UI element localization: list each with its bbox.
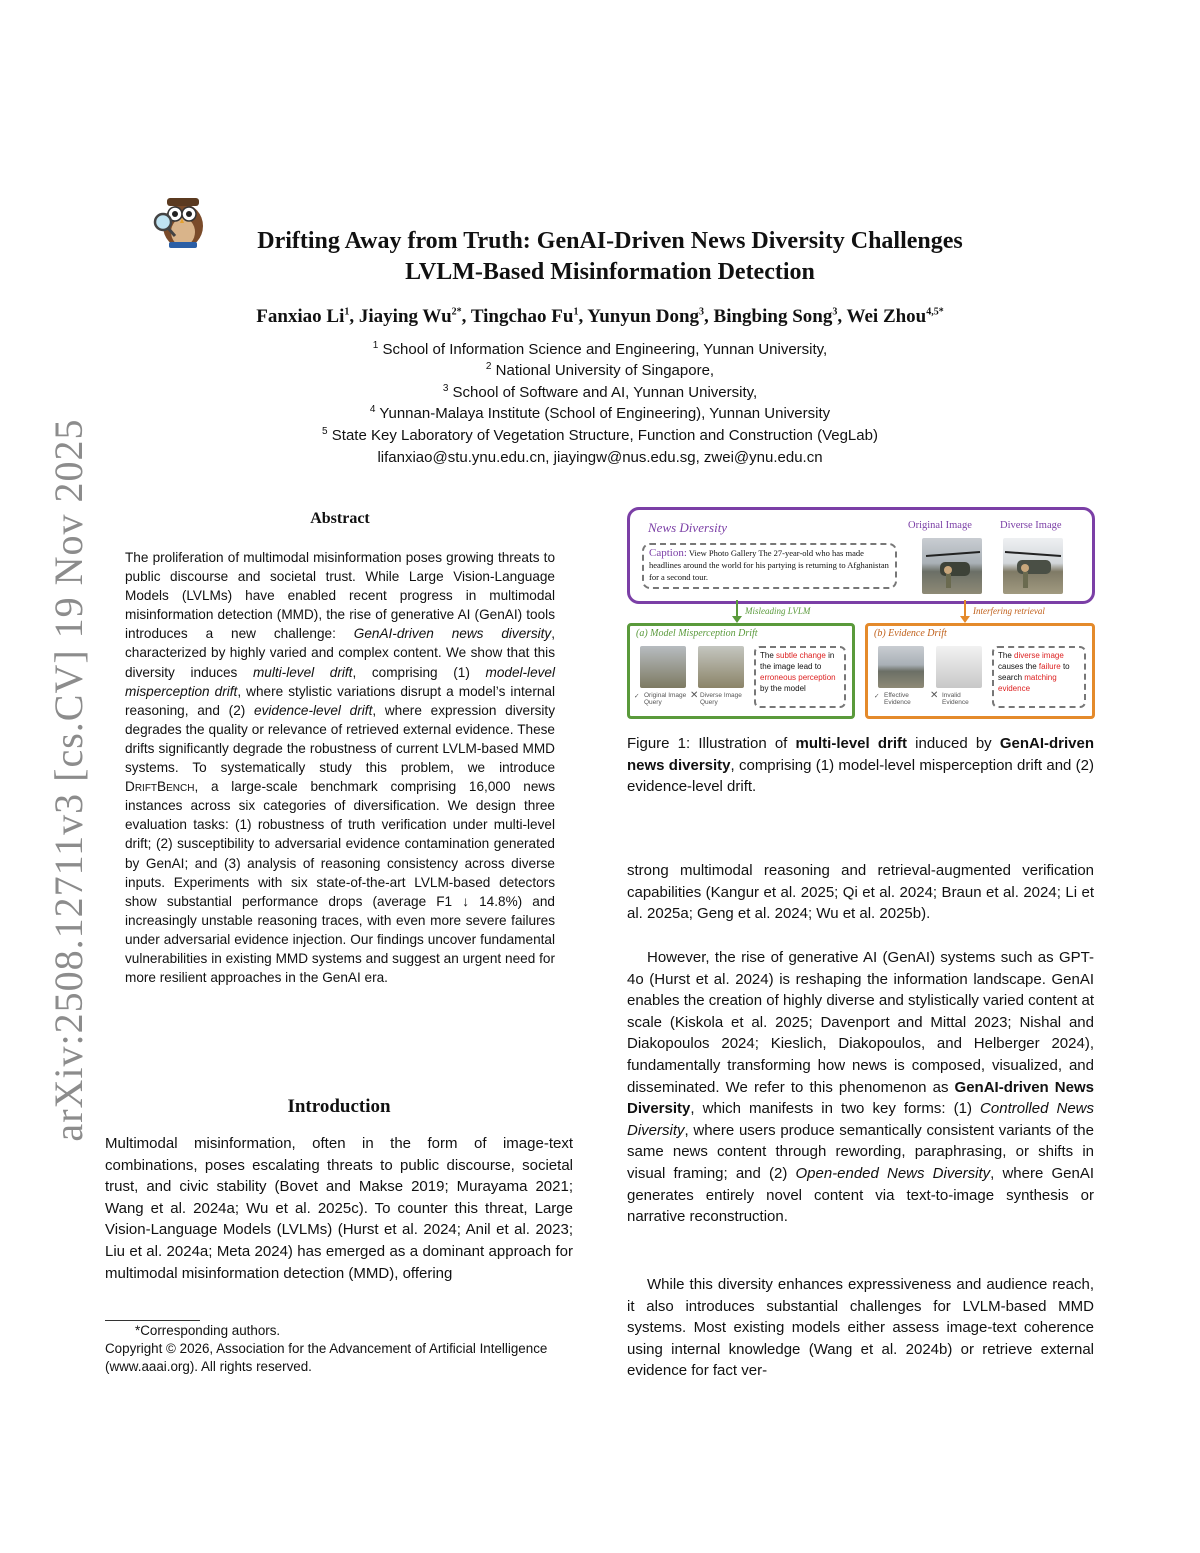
tag-original-query: Original Image Query: [644, 692, 687, 706]
drift-b-note: [992, 646, 1086, 708]
drift-a-title: (a) Model Misperception Drift: [636, 628, 758, 639]
author-name: Bingbing Song: [713, 306, 833, 327]
title-line-2: LVLM-Based Misinformation Detection: [405, 259, 815, 285]
effective-evidence-image: [878, 646, 924, 688]
right-paragraph-2: [627, 947, 1094, 1228]
footnote-corresponding: *Corresponding authors.: [135, 1323, 281, 1338]
check-icon: ✓: [634, 693, 640, 700]
para-emph: Open-ended News Diversity: [795, 1164, 991, 1182]
cross-icon: ✕: [690, 690, 699, 701]
author-affiliation-sup: 1: [344, 306, 350, 318]
affiliation-sup: 2: [485, 361, 492, 372]
author-name: Yunyun Dong: [587, 306, 700, 327]
author-list: Fanxiao Li$^1$, Jiaying $Wu^{2*}$, Tingchao Fu$^1$, Yunyun Dong$^3$, Bingbing Song$^3$, Wei Zhou$^{4,5*}$: [256, 306, 944, 327]
diverse-image-label: Diverse Image: [1000, 520, 1062, 531]
abstract-emph: model-level misperception drift: [125, 664, 556, 699]
note-text: in the image lead to: [760, 651, 835, 671]
abstract-text: The proliferation of multimodal misinformation poses growing threats to public discourse and societal trust. While Large Vision-Language Models (LVLMs) have enabled recent progress in multimodal misinformation detection (MMD), the rise of generative AI (GenAI) tools introduces a new challenge:: [125, 550, 555, 642]
para-text: , where GenAI generates entirely novel content via text-to-image synthesis or narrative reconstruction.: [627, 1164, 1094, 1226]
caption-text: View Photo Gallery The 27-year-old who has made headlines around the world for his partying is returning to Afghanistan for a second tour.: [649, 548, 889, 582]
introduction-body: Multimodal misinformation, often in the form of image-text combinations, poses escalating threats to public discourse, societal trust, and civic stability (Bovet and Makse 2019; Murayama 2021; Wang et al. 2024a; Wu et al. 2025c). To counter this threat, Large Vision-Language Models (LVLMs) (Hurst et al. 2024; Anil et al. 2023; Liu et al. 2024a; Meta 2024) has emerged as a dominant approach for multimodal misinformation detection (MMD), offering: [105, 1135, 573, 1282]
author-name: Jiaying Wu: [358, 306, 452, 327]
para-text: , which manifests in two key forms: (1): [690, 1100, 981, 1118]
benchmark-name: DriftBench: [125, 779, 195, 795]
affiliation-3: [100, 383, 1100, 401]
paper-title: [150, 226, 1070, 288]
author-affiliation-sup: 3: [699, 306, 705, 318]
note-text: The: [998, 651, 1015, 660]
abstract-text: , characterized by highly varied and complex content. We show that this diversity induces: [125, 626, 555, 680]
affiliation-sup: 5: [322, 426, 328, 437]
author-affiliation-sup: 4,5*: [926, 306, 944, 318]
note-highlight: erroneous perception: [760, 673, 836, 682]
soldier-original-image: [640, 646, 686, 688]
tag-diverse-query: Diverse Image Query: [700, 692, 742, 706]
caption-bold: multi-level drift: [795, 735, 907, 752]
title-line-1: Drifting Away from Truth: GenAI-Driven News Diversity Challenges: [257, 228, 963, 254]
introduction-heading: Introduction: [287, 1096, 391, 1117]
original-helicopter-image: [922, 538, 982, 594]
model-misperception-drift-box: [627, 623, 855, 719]
para-text: However, the rise of generative AI (GenAI) systems such as GPT-4o (Hurst et al. 2024) is reshaping the information landscape. GenAI enables the creation of highly diverse and stylistically varied content at scale (Kiskola et al. 2025; Davenport and Mittal 2023; Nishal and Diakopoulos 2024; Kieslich, Diakopoulos, and Helberger 2024), fundamentally transforming how news is composed, visualized, and disseminated. We refer to this phenomenon as: [627, 949, 1094, 1096]
abstract-text: , where stylistic variations disrupt a model’s internal reasoning, and (2): [125, 683, 556, 718]
note-text: causes the: [998, 662, 1039, 671]
affiliation-text: National University of Singapore,: [495, 362, 715, 379]
tag-invalid-evidence: Invalid Evidence: [942, 692, 969, 706]
footnote-copyright: Copyright © 2026, Association for the Advancement of Artificial Intelligence (www.aaai.org). All rights reserved.: [105, 1341, 548, 1374]
affiliation-4: [100, 404, 1100, 422]
note-text: to search: [998, 662, 1070, 682]
interfering-retrieval-label: Interfering retrieval: [973, 606, 1045, 616]
caption-box: [642, 543, 897, 589]
affiliation-text: School of Information Science and Engineering, Yunnan University,: [382, 341, 828, 358]
note-highlight: failure: [1038, 662, 1061, 671]
note-highlight: matching evidence: [998, 673, 1057, 693]
abstract-text: , a large-scale benchmark comprising 16,000 news instances across six categories of diversification. We design three evaluation tasks: (1) robustness of truth verification under multi-level drift; (2) susceptibility to adversarial evidence contamination generated by GenAI; and (3) analysis of reasoning consistency across diverse inputs. Experiments with six state-of-the-art LVLM-based detectors show substantial performance drops (average F1 ↓ 14.8%) and increasingly unstable reasoning traces, with even more severe failures under adversarial evidence injection. Our findings uncover fundamental vulnerabilities in existing MMD systems and suggest an urgent need for more resilient approaches in the GenAI era.: [125, 779, 555, 986]
para-text: , where users produce semantically consistent variants of the same news content through rewording, paraphrasing, or shifts in visual framing; and (2): [627, 1121, 1094, 1182]
diverse-helicopter-image: [1003, 538, 1063, 594]
para-emph: Controlled News Diversity: [627, 1100, 1095, 1139]
affiliation-sup: 3: [442, 383, 449, 394]
author-affiliation-sup: 3: [832, 306, 838, 318]
tag-effective-evidence: Effective Evidence: [884, 692, 911, 706]
caption-text: induced by: [907, 735, 1000, 752]
cross-icon: ✕: [930, 690, 939, 701]
author-emails: lifanxiao@stu.ynu.edu.cn, jiayingw@nus.edu.sg, zwei@ynu.edu.cn: [377, 449, 823, 466]
author-name: Wei Zhou: [846, 306, 927, 327]
affiliation-text: State Key Laboratory of Vegetation Structure, Function and Construction (VegLab): [331, 427, 878, 444]
drift-a-note: [754, 646, 846, 708]
footnote: [105, 1318, 573, 1376]
author-affiliation-sup: 2*: [451, 306, 462, 318]
author-name: Tingchao Fu: [470, 306, 574, 327]
affiliation-sup: 1: [372, 340, 379, 351]
affiliation-1: [100, 340, 1100, 358]
soldier-diverse-image: [698, 646, 744, 688]
abstract-heading: Abstract: [310, 510, 370, 527]
abstract-emph: GenAI-driven news diversity: [353, 626, 552, 642]
caption-bold: GenAI-driven news diversity: [627, 735, 1095, 774]
affiliation-text: School of Software and AI, Yunnan University,: [452, 384, 758, 401]
affiliation-text: Yunnan-Malaya Institute (School of Engineering), Yunnan University: [379, 405, 831, 422]
right-paragraph-3: While this diversity enhances expressiveness and audience reach, it also introduces substantial challenges for LVLM-based MMD systems. Most existing models either assess image-text coherence using internal knowledge (Wang et al. 2024b) or retrieve external evidence for fact ver-: [627, 1276, 1094, 1380]
figure-1-caption: [627, 733, 1094, 798]
note-highlight: subtle change: [776, 651, 826, 660]
caption-text: Figure 1: Illustration of: [627, 735, 796, 752]
abstract-emph: multi-level drift: [252, 664, 353, 680]
author-name: Fanxiao Li: [256, 306, 345, 327]
right-paragraph-1: strong multimodal reasoning and retrieval-augmented verification capabilities (Kangur et al. 2025; Qi et al. 2024; Braun et al. 2024; Li et al. 2025a; Geng et al. 2024; Wu et al. 2025b).: [627, 862, 1094, 923]
note-text: The: [760, 651, 777, 660]
affiliation-5: [100, 426, 1100, 444]
check-icon: ✓: [874, 693, 880, 700]
misleading-lvlm-label: Misleading LVLM: [745, 606, 811, 616]
author-affiliation-sup: 1: [573, 306, 579, 318]
note-highlight: diverse image: [1014, 651, 1064, 660]
news-diversity-box: [627, 507, 1095, 604]
figure-1: [627, 507, 1097, 717]
caption-text: , comprising (1) model-level misperception drift and (2) evidence-level drift.: [627, 756, 1094, 795]
evidence-drift-box: [865, 623, 1095, 719]
abstract-body: [125, 548, 555, 987]
news-diversity-label: News Diversity: [648, 520, 728, 535]
abstract-emph: evidence-level drift: [254, 702, 373, 718]
abstract-text: , comprising (1): [352, 664, 486, 680]
caption-label: Caption:: [649, 547, 687, 559]
affiliation-sup: 4: [369, 404, 376, 415]
original-image-label: Original Image: [908, 520, 972, 531]
arxiv-identifier: arXiv:2508.12711v3 [cs.CV] 19 Nov 2025: [46, 418, 91, 1142]
invalid-evidence-image: [936, 646, 982, 688]
drift-b-title: (b) Evidence Drift: [874, 628, 947, 639]
para-bold: GenAI-driven News Diversity: [627, 1078, 1094, 1118]
affiliation-2: [100, 361, 1100, 379]
note-text: by the model: [760, 684, 806, 693]
abstract-text: , where expression diversity degrades the quality or relevance of retrieved external evidence. These drifts significantly degrade the robustness of current LVLM-based MMD systems. To systematically study this problem, we introduce: [125, 702, 555, 776]
